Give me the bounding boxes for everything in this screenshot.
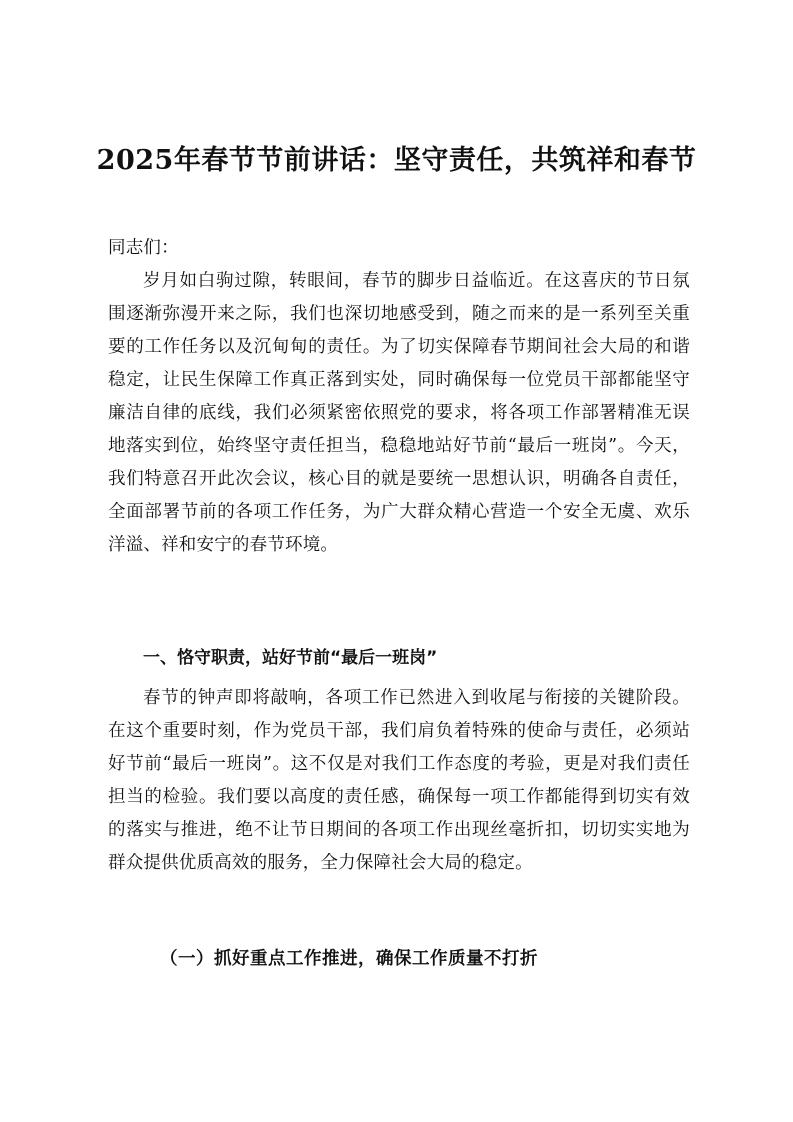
section-heading-1: 一、恪守职责，站好节前“最后一班岗” xyxy=(143,648,438,668)
document-title: 2025年春节节前讲话：坚守责任，共筑祥和春节 xyxy=(96,145,697,176)
paragraph-intro: 岁月如白驹过隙，转眼间，春节的脚步日益临近。在这喜庆的节日氛围逐渐弥漫开来之际，我们也深切地感受到，随之而来的是一系列至关重要的工作任务以及沉甸甸的责任。为了切实保障春节期间社会大局的和谐稳定，让民生保障工作真正落到实处，同时确保每一位党员干部都能坚守廉洁自律的底线，我们必须紧密依照党的要求，将各项工作部署精准无误地落实到位，始终坚守责任担当，稳稳地站好节前“最后一班岗”。今天，我们特意召开此次会议，核心目的就是要统一思想认识，明确各自责任，全面部署节前的各项工作任务，为广大群众精心营造一个安全无虞、欢乐洋溢、祥和安宁的春节环境。 xyxy=(108,271,690,555)
subsection-heading-1: （一）抓好重点工作推进，确保工作质量不打折 xyxy=(160,949,538,969)
paragraph-section-1: 春节的钟声即将敲响，各项工作已然进入到收尾与衔接的关键阶段。在这个重要时刻，作为党员干部，我们肩负着特殊的使命与责任，必须站好节前“最后一班岗”。这不仅是对我们工作态度的考验，更是对我们责任担当的检验。我们要以高度的责任感，确保每一项工作都能得到切实有效的落实与推进，绝不让节日期间的各项工作出现丝毫折扣，切切实实地为群众提供优质高效的服务，全力保障社会大局的稳定。 xyxy=(108,688,690,873)
greeting: 同志们： xyxy=(108,238,179,258)
